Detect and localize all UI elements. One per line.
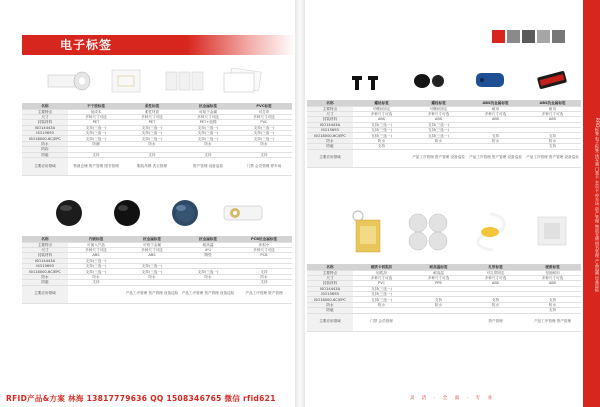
table-cell: 支持 [524, 144, 581, 149]
row-label: 封装材料 [22, 120, 68, 125]
photo-abs-blue-tag [459, 66, 521, 94]
table-cell: 防水 [124, 274, 180, 279]
table-cell: 支持(三选一) [410, 122, 467, 127]
table-header-cell: 抗金属标签 [124, 236, 180, 242]
row-label: 尺寸 [307, 275, 353, 280]
table-cell: 支持 [236, 269, 292, 274]
spec-table-right-1 [307, 100, 581, 168]
table-cell: 门禁 会员管理 [353, 313, 410, 331]
table-cell [68, 285, 124, 303]
row-label: 尺寸 [22, 114, 68, 119]
product-photos-row-4 [335, 204, 583, 258]
table-cell: 支持(三选一) [236, 131, 292, 136]
table-cell: 支持(三选一) [180, 269, 236, 274]
photo-abs-red-tag [521, 66, 583, 94]
table-cell: 多种尺寸可选 [524, 275, 581, 280]
table-cell: PET [124, 120, 180, 125]
table-cell: PET [68, 120, 124, 125]
row-label: ISO14443A [22, 258, 68, 263]
table-cell: ABS [124, 253, 180, 258]
row-label: 防磁 [307, 144, 353, 149]
table-cell: ABS [467, 117, 524, 122]
row-label: ISO15693 [307, 292, 353, 297]
table-cell: 坚固耐用 [524, 270, 581, 275]
table-cell: ABS [410, 117, 467, 122]
row-label: ISO15693 [22, 264, 68, 269]
table-cell: 支持(三选一) [180, 136, 236, 141]
photo-pvc-card [214, 66, 272, 96]
table-cell: 防水 [353, 138, 410, 143]
table-cell: 耐用 [467, 106, 524, 111]
table-cell: 防水 [410, 302, 467, 307]
table-cell: 多种尺寸可选 [68, 114, 124, 119]
row-label: 防磁 [22, 280, 68, 285]
table-cell: ABS [353, 117, 410, 122]
row-label: ISO18000-6C/EPC [22, 269, 68, 274]
table-cell: 可扎带固定 [467, 270, 524, 275]
table-cell: 多种尺寸可选 [467, 275, 524, 280]
row-label: ISO18000-6C/EPC [307, 297, 353, 302]
table-cell: 支持 [353, 144, 410, 149]
spec-table-right-2 [307, 264, 581, 332]
table-cell: 可贴于金属 [180, 109, 236, 114]
header-thumbnails [492, 30, 565, 43]
table-cell: 支持 [467, 133, 524, 138]
table-header-cell: 扎带标签 [467, 264, 524, 270]
row-label: 防水 [22, 274, 68, 279]
left-page [0, 0, 295, 407]
side-strip-text: RFID标签 电子标签 读写器 门禁卡 会员卡 停车场 资产管理 物流仓储 图书管理 产品追溯 设备巡检 [595, 118, 600, 293]
row-label: ISO15693 [22, 131, 68, 136]
table-cell: 支持 [180, 152, 236, 157]
table-header-cell: ABS抗金属标签 [524, 100, 581, 106]
table-header-cell: 内嵌标签 [68, 236, 124, 242]
table-cell: 多种尺寸可选 [353, 275, 410, 280]
table-cell: 支持 [68, 152, 124, 157]
table-cell: 防水 [467, 302, 524, 307]
photo-hightemp-tag [397, 204, 459, 258]
table-cell: 多种尺寸可选 [124, 114, 180, 119]
table-cell: 柔性材质 [124, 109, 180, 114]
row-label: 主要特点 [22, 109, 68, 114]
table-cell: 防水 [180, 141, 236, 146]
table-cell: 防水 [353, 302, 410, 307]
row-label: 防拆 [22, 147, 68, 152]
table-cell: 支持 [410, 297, 467, 302]
table-cell: 支持(三选一) [180, 125, 236, 130]
row-label: 主要应用领域 [22, 285, 68, 303]
table-cell: 支持(三选一) [68, 131, 124, 136]
table-cell: PET+泡棉 [180, 120, 236, 125]
section-banner [22, 35, 187, 55]
table-cell: 防水 [410, 138, 467, 143]
table-cell [410, 313, 467, 331]
row-label: 封装材料 [22, 253, 68, 258]
table-cell: 产品工序管理 资产管理 [524, 313, 581, 331]
table-cell: 产品工序管理 资产管理 设备巡检 [124, 285, 180, 303]
table-cell: PPS [410, 281, 467, 286]
table-cell: 支持 [124, 152, 180, 157]
row-label: 主要特点 [22, 242, 68, 247]
table-cell: 支持 [467, 297, 524, 302]
photo-pcb-tag [214, 198, 272, 228]
table-cell: 支持(三选一) [124, 131, 180, 136]
table-cell: 支持(三选一) [353, 133, 410, 138]
table-cell: 支持(三选一) [68, 136, 124, 141]
table-cell: 体积小 [236, 242, 292, 247]
table-header-cell: PCB抗金属标签 [236, 236, 292, 242]
row-label: 防磁 [22, 152, 68, 157]
table-header-cell: 名称 [22, 103, 68, 109]
row-label: 封装材料 [307, 281, 353, 286]
table-cell: 支持(三选一) [236, 125, 292, 130]
table-cell: 钥匙扣 [353, 270, 410, 275]
row-label: 尺寸 [22, 247, 68, 252]
table-cell: 防水 [524, 302, 581, 307]
row-label: ISO14443A [22, 125, 68, 130]
table-cell: 防潮 [68, 141, 124, 146]
row-label: 主要应用领域 [307, 313, 353, 331]
table-row-applications [307, 313, 581, 331]
table-cell: 支持(三选一) [353, 128, 410, 133]
table-header-cell: 螺栓标签 [410, 100, 467, 106]
table-cell: 4*1 [180, 247, 236, 252]
photo-flex-label [98, 66, 156, 96]
table-cell: 支持 [524, 308, 581, 313]
banner-title: 电子标签 [60, 38, 113, 52]
table-cell: 多种尺寸可选 [410, 111, 467, 116]
table-row-applications [22, 285, 292, 303]
table-cell: 耐高温 [180, 242, 236, 247]
table-header-cell: PVC标签 [236, 103, 292, 109]
table-cell: 支持(三选一) [124, 125, 180, 130]
product-photos-row-1 [40, 66, 282, 96]
photo-screw-tag [335, 66, 397, 94]
row-label: 主要特点 [307, 106, 353, 111]
table-cell: 产品工序管理 资产管理 设备巡检 [467, 149, 524, 167]
table-cell: 服装吊牌 洗衣管理 [124, 158, 180, 176]
table-cell: 可贴于金属 [124, 242, 180, 247]
contact-footer: RFID产品&方案 林海 13817779636 QQ 1508346765 微信 rfid621 [6, 394, 276, 403]
table-cell: 资产管理 设备巡检 [180, 158, 236, 176]
row-label: 防磁 [307, 308, 353, 313]
table-cell: 支持(三选一) [180, 131, 236, 136]
table-cell: 陶瓷 [180, 253, 236, 258]
table-cell: 支持(三选一) [353, 122, 410, 127]
table-header-cell: 抗金属标签 [180, 103, 236, 109]
table-cell: 多种尺寸可选 [236, 114, 292, 119]
table-cell: 可嵌入产品 [68, 242, 124, 247]
thumb-red [492, 30, 505, 43]
table-cell: 耐高温 [410, 270, 467, 275]
photo-keyfob-card [335, 204, 397, 258]
table-cell: 支持(三选一) [68, 258, 124, 263]
table-cell: ABS [524, 117, 581, 122]
table-cell: 支持(三选一) [68, 264, 124, 269]
table-header-cell: ABS抗金属标签 [467, 100, 524, 106]
table-cell: 支持(三选一) [68, 125, 124, 130]
table-cell: 可打印 [236, 109, 292, 114]
row-label: ISO18000-6C/EPC [307, 133, 353, 138]
table-cell: 防水 [236, 141, 292, 146]
table-cell: 防水 [236, 274, 292, 279]
table-cell: 支持 [524, 133, 581, 138]
table-cell: 支持(三选一) [236, 136, 292, 141]
table-cell: 多种尺寸可选 [410, 275, 467, 280]
table-cell: 防水 [124, 141, 180, 146]
photo-metal-label [156, 66, 214, 96]
table-cell: PVC [353, 281, 410, 286]
book-spine [295, 0, 305, 407]
table-row-applications [307, 149, 581, 167]
table-cell: ABS [68, 253, 124, 258]
table-cell: 多种尺寸可选 [236, 247, 292, 252]
photo-bolt-tag [397, 66, 459, 94]
table-header-cell: 名称 [307, 100, 353, 106]
thumb-card [552, 30, 565, 43]
table-cell: 支持 [68, 280, 124, 285]
table-cell: 支持(三选一) [353, 286, 410, 291]
row-label: 防水 [307, 302, 353, 307]
table-cell: 多种尺寸可选 [467, 111, 524, 116]
table-header-cell: 名称 [22, 236, 68, 242]
table-cell: 多种尺寸可选 [524, 111, 581, 116]
table-cell: PCB [236, 253, 292, 258]
table-cell: PVC [236, 120, 292, 125]
table-header-cell: 抗金属标签 [180, 236, 236, 242]
table-cell: 多种尺寸可选 [68, 247, 124, 252]
table-cell: 防水 [68, 274, 124, 279]
table-cell: 支持(三选一) [68, 269, 124, 274]
table-cell: 支持 [236, 280, 292, 285]
slogan-footer: 灵 活 · 全 面 · 专 业 [410, 396, 495, 401]
product-photos-row-2 [40, 198, 282, 228]
thumb-reader [507, 30, 520, 43]
table-cell: 物流仓储 资产管理 图书管理 [68, 158, 124, 176]
row-label: 主要应用领域 [22, 158, 68, 176]
table-header-cell: 螺丝标签 [353, 100, 410, 106]
table-header-cell: 硬质标签 [524, 264, 581, 270]
right-page [305, 0, 583, 407]
table-cell: 支持(三选一) [353, 292, 410, 297]
table-cell: 耐用 [524, 106, 581, 111]
photo-embedded-tag [40, 198, 98, 228]
table-cell: 支持 [236, 152, 292, 157]
table-cell: 资产管理 [467, 313, 524, 331]
photo-cable-tie-tag [459, 204, 521, 258]
table-header-cell: 耐高温标签 [410, 264, 467, 270]
thumb-device [522, 30, 535, 43]
photo-hard-tag [521, 204, 583, 258]
row-label: ISO14443A [307, 122, 353, 127]
row-label: 防水 [307, 138, 353, 143]
row-label: 封装材料 [307, 117, 353, 122]
table-cell: 支持(三选一) [124, 264, 180, 269]
row-label: 主要特点 [307, 270, 353, 275]
table-cell: 产品工序管理 资产管理 设备巡检 [410, 149, 467, 167]
table-cell [353, 149, 410, 167]
thumb-tag [537, 30, 550, 43]
row-label: ISO15693 [307, 128, 353, 133]
table-cell: ABS [467, 281, 524, 286]
table-cell: 支持(三选一) [353, 297, 410, 302]
table-cell: 支持 [524, 297, 581, 302]
table-cell: 防水 [180, 274, 236, 279]
product-photos-row-3 [335, 66, 583, 94]
table-cell: 门禁 会员管理 停车场 [236, 158, 292, 176]
table-header-cell: 名称 [307, 264, 353, 270]
table-cell: 可螺丝固定 [410, 106, 467, 111]
photo-ceramic-tag [156, 198, 214, 228]
table-cell: ABS [524, 281, 581, 286]
row-label: 防水 [22, 141, 68, 146]
table-header-cell: 柔性标签 [124, 103, 180, 109]
table-cell: 可螺丝固定 [353, 106, 410, 111]
table-cell: 支持(三选一) [124, 269, 180, 274]
table-cell: 防水 [524, 138, 581, 143]
row-label: 尺寸 [307, 111, 353, 116]
row-label: 主要应用领域 [307, 149, 353, 167]
banner-gradient-line [187, 35, 295, 55]
table-cell: 多种尺寸可选 [180, 114, 236, 119]
table-cell: 产品工序管理 资产管理 设备巡检 [524, 149, 581, 167]
table-cell: 产品工序管理 资产管理 设备巡检 [180, 285, 236, 303]
table-cell: 低成本 [68, 109, 124, 114]
table-cell: 产品工序管理 资产管理 [236, 285, 292, 303]
table-cell: 多种尺寸可选 [124, 247, 180, 252]
table-cell: 防水 [467, 138, 524, 143]
row-label: ISO18000-6C/EPC [22, 136, 68, 141]
photo-metal-tag-disc [98, 198, 156, 228]
side-index-strip [583, 0, 600, 407]
table-cell: 支持(三选一) [410, 128, 467, 133]
table-header-cell: 不干胶标签 [68, 103, 124, 109]
table-row-applications [22, 158, 292, 176]
table-cell: 多种尺寸可选 [353, 111, 410, 116]
table-cell: 支持(三选一) [410, 133, 467, 138]
row-label: ISO14443A [307, 286, 353, 291]
table-cell: 支持(三选一) [124, 136, 180, 141]
table-header-cell: 硬质卡钥匙扣 [353, 264, 410, 270]
spec-table-left-2 [22, 236, 292, 304]
photo-sticker-roll [40, 66, 98, 96]
spec-table-left-1 [22, 103, 292, 176]
